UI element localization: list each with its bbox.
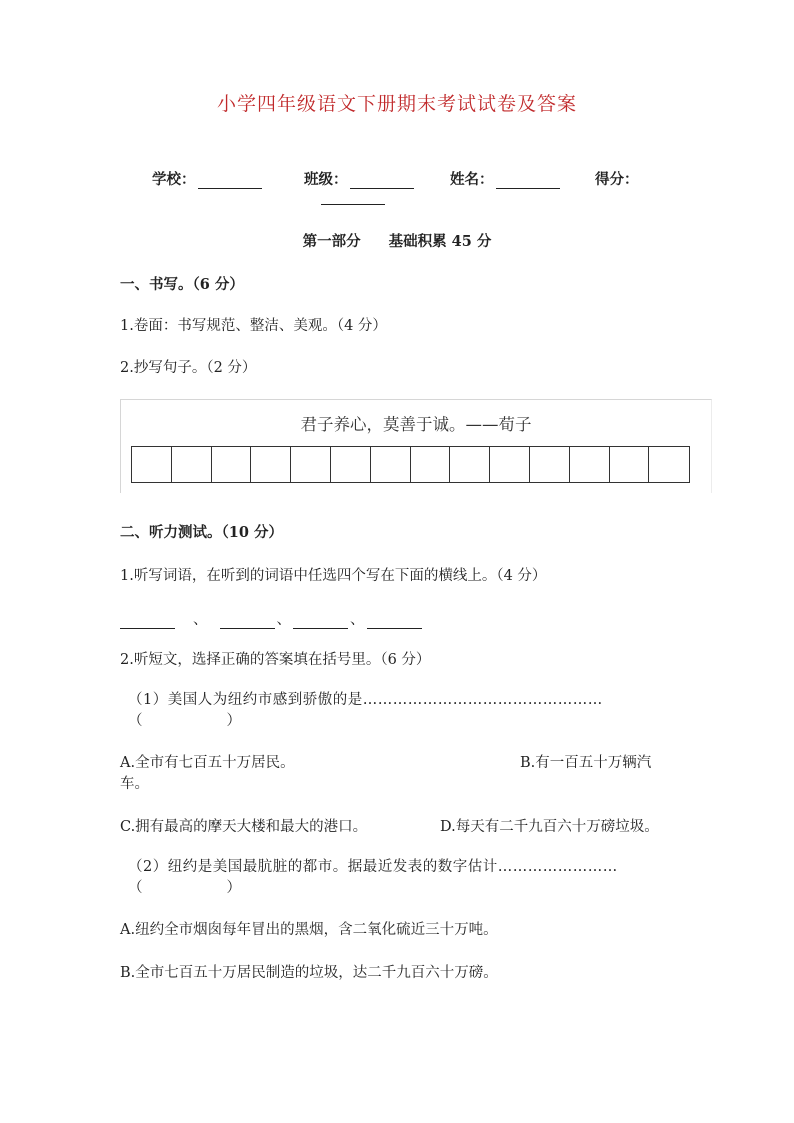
- name-blank[interactable]: [496, 173, 560, 189]
- grid-cell[interactable]: [291, 447, 331, 482]
- school-blank[interactable]: [198, 173, 262, 189]
- name-field: [450, 168, 560, 189]
- grid-cell[interactable]: [570, 447, 610, 482]
- grid-cell[interactable]: [490, 447, 530, 482]
- copy-sentence: 君子养心，莫善于诚。——荀子: [300, 415, 532, 434]
- section2-q1: 1.听写词语，在听到的词语中任选四个写在下面的横线上。（4 分）: [120, 568, 547, 584]
- dictation-blank-4[interactable]: [367, 614, 422, 629]
- class-field: [304, 168, 414, 189]
- grid-cell[interactable]: [530, 447, 570, 482]
- name-label: 姓名：: [450, 171, 494, 188]
- part-subtitle: 基础积累 45 分: [388, 233, 492, 250]
- class-blank[interactable]: [350, 173, 414, 189]
- grid-cell[interactable]: [450, 447, 490, 482]
- sub2-option-b: B.全市七百五十万居民制造的垃圾，达二千九百六十万磅。: [120, 965, 498, 981]
- grid-cell[interactable]: [331, 447, 371, 482]
- dictation-blank-1[interactable]: [120, 614, 175, 629]
- sub2-option-a: A.纽约全市烟囱每年冒出的黑烟，含二氧化硫近三十万吨。: [120, 922, 498, 938]
- separator: 、: [276, 612, 291, 628]
- section1-heading: 一、书写。（6 分）: [120, 276, 244, 293]
- grid-cell[interactable]: [251, 447, 291, 482]
- score-label: 得分：: [595, 171, 639, 188]
- dictation-blank-2[interactable]: [220, 614, 275, 629]
- section2-heading: 二、听力测试。（10 分）: [120, 524, 283, 541]
- grid-cell[interactable]: [610, 447, 650, 482]
- paren-open: （: [128, 713, 143, 729]
- part-name: 第一部分: [302, 233, 361, 250]
- section1-q2: 2.抄写句子。（2 分）: [120, 360, 257, 376]
- sub1-option-b-cont: 车。: [120, 776, 149, 792]
- grid-cell[interactable]: [649, 447, 689, 482]
- section1-q1: 1.卷面：书写规范、整洁、美观。（4 分）: [120, 318, 387, 334]
- grid-cell[interactable]: [371, 447, 411, 482]
- paren-close: ）: [226, 880, 241, 896]
- grid-cell[interactable]: [212, 447, 252, 482]
- separator: 、: [193, 612, 208, 628]
- grid-cell[interactable]: [132, 447, 172, 482]
- school-field: [152, 168, 262, 189]
- sub1-option-c: C.拥有最高的摩天大楼和最大的港口。: [120, 819, 368, 835]
- grid-cell[interactable]: [411, 447, 451, 482]
- score-field: [595, 168, 639, 189]
- page-title: 小学四年级语文下册期末考试试卷及答案: [216, 93, 577, 115]
- sub1-option-b: B.有一百五十万辆汽: [520, 755, 652, 771]
- dictation-blanks: [120, 608, 422, 629]
- separator: 、: [350, 612, 365, 628]
- paren-open: （: [128, 880, 143, 896]
- section2-q2: 2.听短文，选择正确的答案填在括号里。（6 分）: [120, 652, 431, 668]
- sub1-option-a: A.全市有七百五十万居民。: [120, 755, 295, 771]
- paren-close: ）: [226, 713, 241, 729]
- part-heading: [0, 230, 794, 251]
- school-label: 学校：: [152, 171, 196, 188]
- grid-cell[interactable]: [172, 447, 212, 482]
- dictation-blank-3[interactable]: [293, 614, 348, 629]
- sub2-stem: （2）纽约是美国最肮脏的都市。据最近发表的数字估计……………………: [128, 859, 618, 875]
- sub1-stem: （1）美国人为纽约市感到骄傲的是…………………………………………: [128, 692, 603, 708]
- writing-grid: [131, 446, 690, 483]
- score-blank[interactable]: [321, 190, 385, 205]
- copy-sentence-box: [120, 399, 712, 493]
- sub2-answer-paren[interactable]: [128, 876, 241, 897]
- class-label: 班级：: [304, 171, 348, 188]
- sub1-answer-paren[interactable]: [128, 709, 241, 730]
- sub1-option-d: D.每天有二千九百六十万磅垃圾。: [440, 819, 659, 835]
